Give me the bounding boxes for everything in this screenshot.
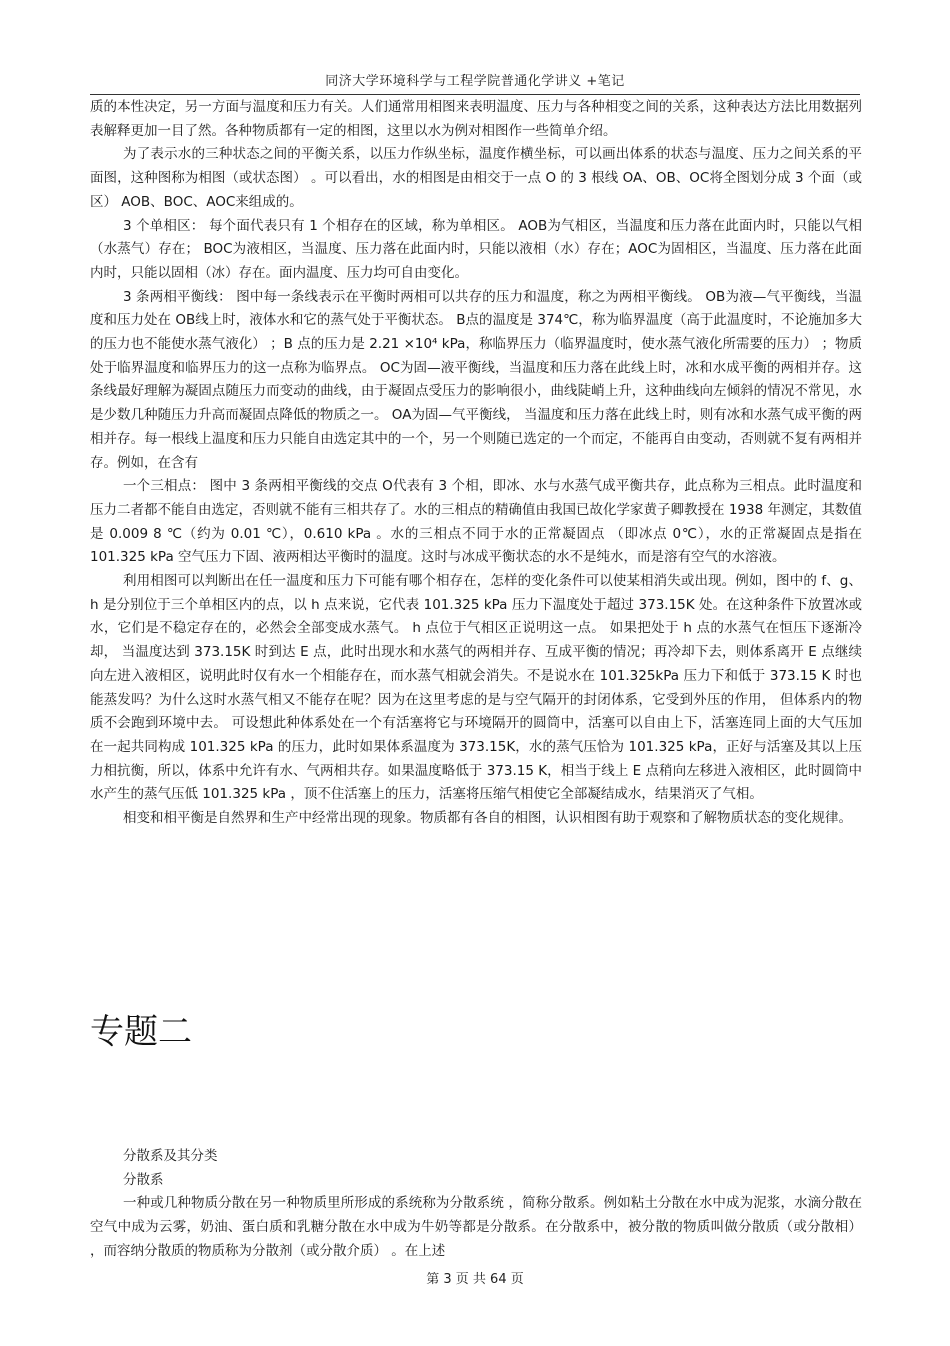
section-paragraph: 一种或几种物质分散在另一种物质里所形成的系统称为分散系统 ，简称分散系。例如粘土分散在水中成为泥浆，水滴分散在空气中成为云雾，奶油、蛋白质和乳糖分散在水中成为牛奶等都是分散系。在分散系中，被分散的物质叫做分散质（或分散相） ，而容纳分散质的物质称为分散剂（或分散介质） 。在上述: [90, 1195, 862, 1259]
section-heading-1: 分散系及其分类: [123, 1148, 218, 1164]
paragraph-triple-point: 一个三相点： 图中 3 条两相平衡线的交点 O代表有 3 个相，即冰、水与水蒸气成平衡共存，此点称为三相点。此时温度和压力二者都不能自由选定，否则就不能有三相共存了。水的三相点的精确值由我国已故化学家黄子卿教授在 1938 年测定，其数值是 0.009 8 ℃（约为 0.01 ℃），0.610 kPa 。水的三相点不同于水的正常凝固点 （即冰点 0℃），水的正常凝固点是指在 101.325 kPa 空气压力下固、液两相达平衡时的温度。这时与冰成平衡状态的水不是纯水，而是溶有空气的水溶液。: [90, 478, 862, 566]
topic-title: 专题二: [90, 1012, 192, 1052]
paragraph-two-phase-lines: 3 条两相平衡线： 图中每一条线表示在平衡时两相可以共存的压力和温度，称之为两相平衡线。 OB为液—气平衡线，当温度和压力处在 OB线上时，液体水和它的蒸气处于平衡状态。 B点的温度是 374℃，称为临界温度（高于此温度时，不论施加多大的压力也不能使水蒸气液化） ；B 点的压力是 2.21 ×10⁴ kPa，称临界压力（临界温度时，使水蒸气液化所需要的压力） ；物质处于临界温度和临界压力的这一点称为临界点。 OC为固—液平衡线，当温度和压力落在此线上时，冰和水成平衡的两相并存。这条线最好理解为凝固点随压力而变动的曲线，由于凝固点受压力的影响很小，曲线陡峭上升，这种曲线向左倾斜的情况不常见，水是少数几种随压力升高而凝固点降低的物质之一。 OA为固—气平衡线， 当温度和压力落在此线上时，则有冰和水蒸气成平衡的两相并存。每一根线上温度和压力只能自由选定其中的一个，另一个则随已选定的一个而定，不能再自由变动，否则就不复有两相并存。例如，在含有: [90, 288, 862, 471]
page-header: 同济大学环境科学与工程学院普通化学讲义 +笔记: [325, 74, 625, 89]
header-rule: [90, 94, 860, 95]
paragraph-single-phase: 3 个单相区： 每个面代表只有 1 个相存在的区域，称为单相区。 AOB为气相区，当温度和压力落在此面内时，只能以气相（水蒸气）存在； BOC为液相区，当温度、压力落在此面内时，只能以液相（水）存在；AOC为固相区，当温度、压力落在此面内时，只能以固相（冰）存在。面内温度、压力均可自由变化。: [90, 217, 862, 281]
section-dispersion: [90, 1145, 862, 1264]
body-text: [90, 96, 862, 831]
paragraph-phase-diagram: 为了表示水的三种状态之间的平衡关系，以压力作纵坐标，温度作横坐标，可以画出体系的状态与温度、压力之间关系的平面图，这种图称为相图（或状态图） 。可以看出，水的相图是由相交于一点 O 的 3 根线 OA、OB、OC将全图划分成 3 个面（或区） AOB、BOC、AOC来组成的。: [90, 146, 862, 210]
section-heading-2: 分散系: [123, 1171, 164, 1188]
paragraph-using-diagram: 利用相图可以判断出在任一温度和压力下可能有哪个相存在，怎样的变化条件可以使某相消失或出现。例如，图中的 f、g、h 是分别位于三个单相区内的点，以 h 点来说，它代表 101.325 kPa 压力下温度处于超过 373.15K 处。在这种条件下放置冰或水，它们是不稳定存在的，必然会全部变成水蒸气。 h 点位于气相区正说明这一点。 如果把处于 h 点的水蒸气在恒压下逐渐冷却， 当温度达到 373.15K 时到达 E 点，此时出现水和水蒸气的两相并存、互成平衡的情况；再冷却下去，则体系离开 E 点继续向左进入液相区，说明此时仅有水一个相能存在，而水蒸气相就会消失。不是说水在 101.325kPa 压力下和低于 373.15 K 时也能蒸发吗？为什么这时水蒸气相又不能存在呢？因为在这里考虑的是与空气隔开的封闭体系，它受到外压的作用， 但体系内的物质不会跑到环境中去。 可设想此种体系处在一个有活塞将它与环境隔开的圆筒中，活塞可以自由上下，活塞连同上面的大气压加在一起共同构成 101.325 kPa 的压力，此时如果体系温度为 373.15K，水的蒸气压恰为 101.325 kPa，正好与活塞及其以上压力相抗衡，所以，体系中允许有水、气两相共存。如果温度略低于 373.15 K，相当于线上 E 点稍向左移进入液相区，此时圆筒中水产生的蒸气压低 101.325 kPa ，顶不住活塞上的压力，活塞将压缩气相使它全部凝结成水，结果消灭了气相。: [90, 573, 862, 803]
page-footer: 第 3 页 共 64 页: [426, 1272, 524, 1287]
paragraph-intro: 质的本性决定，另一方面与温度和压力有关。人们通常用相图来表明温度、压力与各种相变之间的关系，这种表达方法比用数据列表解释更加一目了然。各种物质都有一定的相图，这里以水为例对相图作一些简单介绍。: [90, 99, 862, 139]
paragraph-conclusion: 相变和相平衡是自然界和生产中经常出现的现象。物质都有各自的相图，认识相图有助于观察和了解物质状态的变化规律。: [123, 810, 852, 827]
